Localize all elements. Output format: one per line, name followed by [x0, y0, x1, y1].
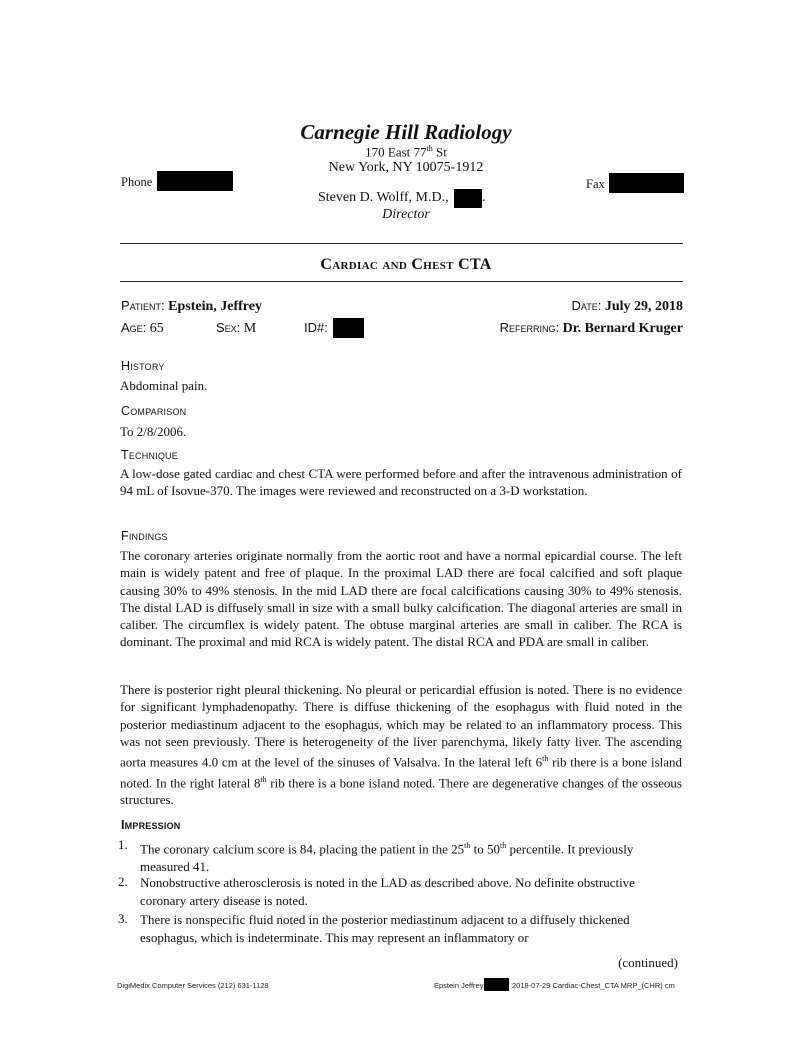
findings-paragraph-2: There is posterior right pleural thickening. No pleural or pericardial effusion is noted. There is no evidence for significant lymphadenopathy. There is diffuse thickening of the esophagus with fluid noted in the posterior mediastinum adjacent to the esophagus, which may be related to an inflammatory process. This was not seen previously. There is heterogeneity of the liver parenchyma, likely fatty liver. The ascending aorta measures 4.0 cm at the level of the sinuses of Valsalva. In the lateral left 6th rib there is a bone island noted. In the right lateral 8th rib there is a bone island noted. There are degenerative changes of the osseous structures.: [120, 682, 683, 808]
sex-value: M: [243, 321, 257, 336]
sex-row: [216, 320, 256, 337]
comparison-text: To 2/8/2006.: [120, 424, 187, 439]
impression-number: 1.: [118, 837, 128, 852]
phone-label: Phone: [121, 175, 153, 189]
date-row: [538, 298, 683, 315]
sex-label: Sex:: [216, 320, 241, 335]
referring-value: Dr. Bernard Kruger: [562, 321, 683, 336]
doctor-name: Steven D. Wolff, M.D.,: [318, 190, 449, 205]
age-label: Age:: [121, 320, 147, 335]
id-label: ID#:: [304, 320, 328, 335]
date-value: July 29, 2018: [604, 299, 683, 314]
footer-left: DigiMedix Computer Services (212) 631-1128: [117, 981, 269, 990]
impression-item: The coronary calcium score is 84, placing the patient in the 25th to 50th percentile. It previously measured 41.: [140, 841, 634, 874]
header-rule-top: [120, 243, 683, 244]
technique-heading: Technique: [121, 448, 178, 462]
findings-heading: Findings: [121, 529, 168, 543]
impression-heading: Impression: [121, 818, 181, 832]
continued-note: (continued): [618, 955, 678, 970]
age-value: 65: [149, 321, 164, 336]
redaction-footer: [484, 978, 509, 991]
findings-paragraph-1: The coronary arteries originate normally from the aortic root and have a normal epicardial course. The left main is widely patent and free of plaque. In the proximal LAD there are focal calcified and soft plaque causing 30% to 49% stenosis. In the mid LAD there are focal calcifications causing 30% to 49% stenosis. The distal LAD is diffusely small in size with a small bulky calcification. The diagonal arteries are small in caliber. The circumflex is widely patent. The obtuse marginal arteries are small in caliber. The RCA is dominant. The proximal and mid RCA is widely patent. The distal RCA and PDA are small in caliber.: [120, 548, 682, 650]
patient-label: Patient:: [121, 298, 165, 313]
director-title: Director: [382, 207, 430, 222]
technique-text: A low-dose gated cardiac and chest CTA were performed before and after the intravenous administration of 94 mL of Isovue-370. The images were reviewed and reconstructed on a 3-D workstation.: [120, 466, 682, 499]
impression-number: 3.: [118, 911, 128, 926]
practice-name: Carnegie Hill Radiology: [300, 120, 512, 144]
history-text: Abdominal pain.: [120, 378, 208, 393]
age-row: [121, 320, 164, 337]
history-heading: History: [121, 359, 165, 373]
redaction-id: [333, 318, 364, 338]
impression-item: There is nonspecific fluid noted in the posterior mediastinum adjacent to a diffusely thickened esophagus, which is indeterminate. This may represent an inflammatory or: [140, 912, 630, 945]
referring-label: Referring:: [499, 320, 560, 335]
doctor-suffix: .: [482, 190, 486, 205]
date-label: Date:: [571, 298, 602, 313]
referring-row: [470, 320, 683, 337]
impression-number: 2.: [118, 874, 128, 889]
redaction-fax: [609, 173, 684, 193]
redaction-doctor: [454, 189, 482, 208]
address-line-2: New York, NY 10075-1912: [328, 160, 484, 175]
comparison-heading: Comparison: [121, 404, 187, 418]
patient-name: Epstein, Jeffrey: [168, 299, 262, 314]
address-line-1: 170 East 77th St: [365, 144, 447, 160]
fax-label: Fax: [586, 177, 605, 191]
footer-file: 2018-07-29 Cardiac-Chest_CTA MRP_(CHR) cm: [512, 981, 675, 990]
header-rule-bottom: [120, 281, 683, 282]
report-title: Cardiac and Chest CTA: [320, 256, 492, 273]
footer-name: Epstein Jeffrey: [434, 981, 484, 990]
impression-item: Nonobstructive atherosclerosis is noted in the LAD as described above. No definite obstructive coronary artery disease is noted.: [140, 875, 635, 908]
id-row: [304, 320, 328, 337]
redaction-phone: [157, 171, 233, 191]
patient-row: [121, 298, 262, 315]
